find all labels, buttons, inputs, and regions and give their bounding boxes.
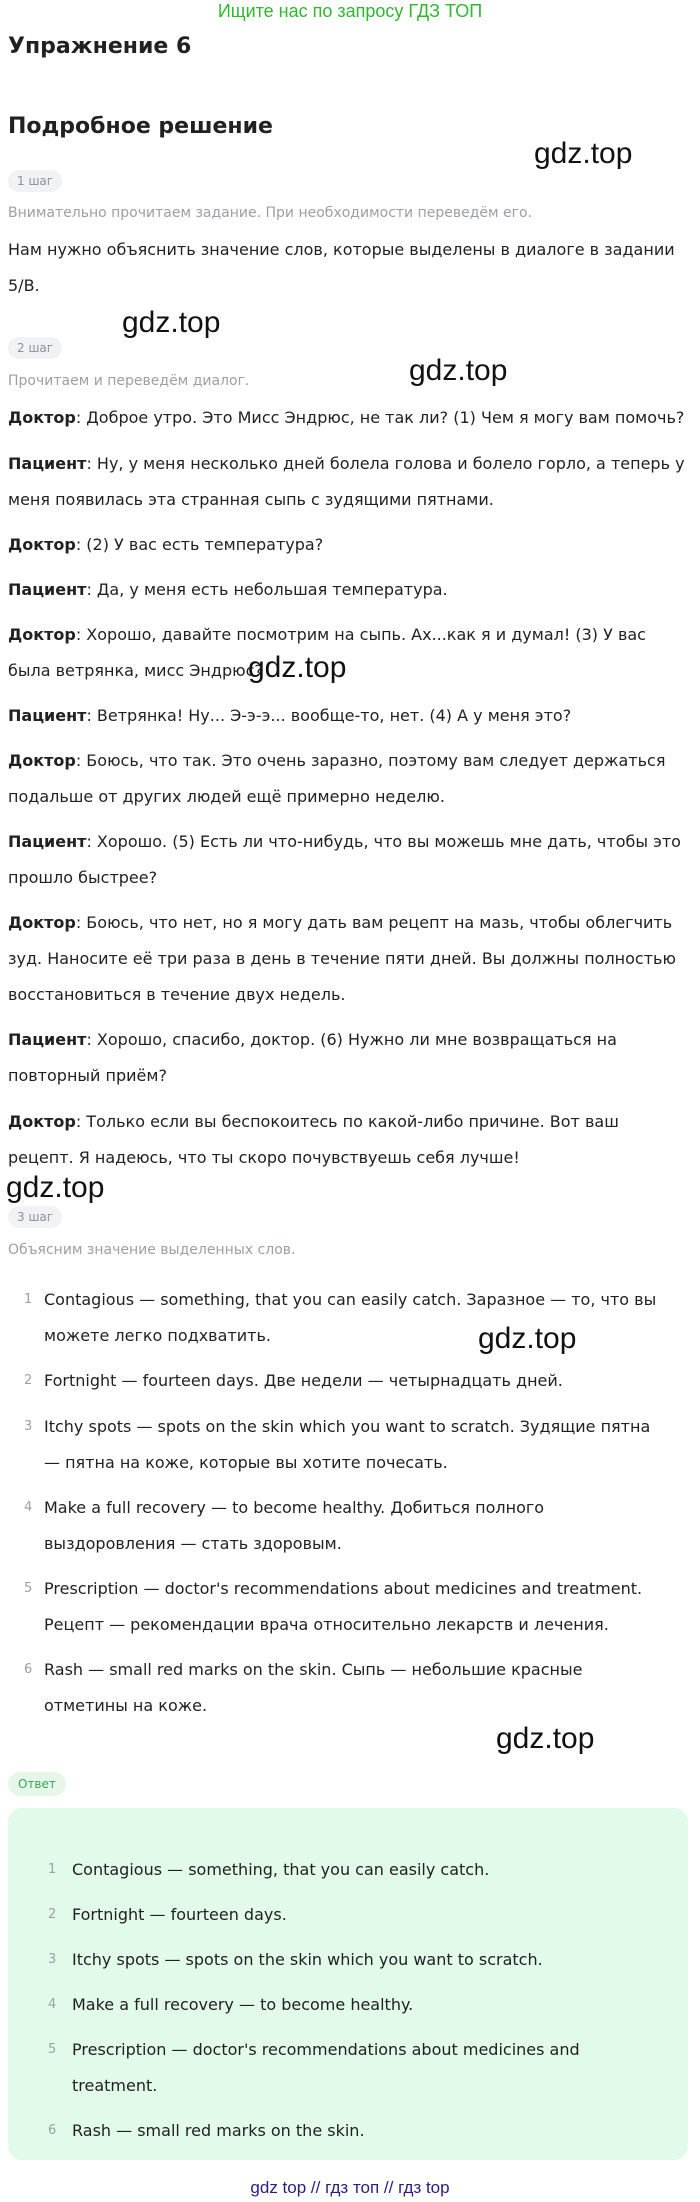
dialogue-line: [8, 905, 688, 1013]
dialogue-line: [8, 1022, 688, 1094]
dialogue-line: [8, 617, 688, 689]
footer-links[interactable]: gdz top // гдз топ // гдз top: [250, 2178, 450, 2197]
speaker: Пациент: [8, 706, 87, 725]
dialogue-line: [8, 527, 688, 563]
step-text: Нам нужно объяснить значение слов, которые выделены в диалоге в задании 5/B.: [8, 240, 675, 295]
item-text: Make a full recovery — to become healthy.: [72, 1995, 414, 2014]
item-number: 5: [24, 1581, 33, 1596]
line-text: : Боюсь, что нет, но я могу дать вам рецепт на мазь, чтобы облегчить зуд. Наносите её три раза в день в течение пяти дней. Вы должны полностью восстановиться в течение двух недель.: [8, 913, 676, 1004]
speaker: Доктор: [8, 751, 76, 770]
list-item: [0, 1409, 660, 1481]
list-item: [0, 1282, 660, 1354]
item-number: 1: [24, 1292, 33, 1307]
line-text: : Хорошо. (5) Есть ли что-нибудь, что вы можешь мне дать, чтобы это прошло быстрее?: [8, 832, 681, 887]
list-item: [0, 1490, 660, 1562]
item-text: Contagious — something, that you can easily catch. Заразное — то, что вы можете легко подхватить.: [44, 1290, 657, 1345]
line-text: : Боюсь, что так. Это очень заразно, поэтому вам следует держаться подальше от других людей ещё примерно неделю.: [8, 751, 666, 806]
speaker: Пациент: [8, 1030, 87, 1049]
dialogue-line: [8, 743, 688, 815]
answer-box: [8, 1808, 688, 2160]
watermark: gdz.top: [409, 354, 508, 387]
step-hint: Прочитаем и переведём диалог.: [8, 373, 250, 389]
list-item: [0, 1652, 660, 1724]
item-number: 4: [24, 1500, 33, 1515]
watermark: gdz.top: [6, 1171, 105, 1204]
speaker: Пациент: [8, 832, 87, 851]
line-text: : Хорошо, давайте посмотрим на сыпь. Ах...как я и думал! (3) У вас была ветрянка, мисс Эндрюс?: [8, 625, 646, 680]
list-item: [8, 1897, 648, 1933]
item-number: 2: [48, 1907, 57, 1922]
list-item: [0, 1571, 660, 1643]
item-text: Prescription — doctor's recommendations about medicines and treatment. Рецепт — рекомендации врача относительно лекарств и лечения.: [44, 1579, 643, 1634]
step-badge: 1 шаг: [8, 170, 62, 192]
solution-title: Подробное решение: [8, 114, 273, 139]
watermark: gdz.top: [248, 651, 347, 684]
list-item: [8, 1852, 648, 1888]
item-text: Rash — small red marks on the skin. Сыпь — небольшие красные отметины на коже.: [44, 1660, 583, 1715]
step-badge: 3 шаг: [8, 1206, 62, 1228]
speaker: Доктор: [8, 408, 76, 427]
dialogue-line: [8, 1104, 688, 1176]
list-item: [0, 1363, 660, 1399]
line-text: : Да, у меня есть небольшая температура.: [86, 580, 448, 599]
exercise-title: Упражнение 6: [8, 34, 192, 59]
item-number: 6: [24, 1662, 33, 1677]
item-number: 3: [24, 1419, 33, 1434]
step-badge: 2 шаг: [8, 337, 62, 359]
item-text: Itchy spots — spots on the skin which you want to scratch.: [72, 1950, 543, 1969]
item-number: 2: [24, 1373, 33, 1388]
speaker: Пациент: [8, 580, 87, 599]
item-text: Fortnight — fourteen days.: [72, 1905, 287, 1924]
step-hint: Объясним значение выделенных слов.: [8, 1242, 296, 1258]
watermark: gdz.top: [534, 137, 633, 170]
speaker: Доктор: [8, 1112, 76, 1131]
item-text: Rash — small red marks on the skin.: [72, 2121, 365, 2140]
dialogue-line: [8, 572, 688, 608]
search-hint-link[interactable]: Ищите нас по запросу ГДЗ ТОП: [217, 1, 483, 21]
answer-badge: Ответ: [8, 1772, 66, 1796]
list-item: [8, 1987, 648, 2023]
list-item: [8, 1942, 648, 1978]
step-hint: Внимательно прочитаем задание. При необходимости переведём его.: [8, 205, 533, 221]
line-text: : (2) У вас есть температура?: [75, 535, 324, 554]
dialogue-line: [8, 824, 688, 896]
speaker: Доктор: [8, 913, 76, 932]
watermark: gdz.top: [478, 1322, 577, 1355]
item-text: Itchy spots — spots on the skin which you want to scratch. Зудящие пятна — пятна на коже, которые вы хотите почесать.: [44, 1417, 651, 1472]
line-text: : Только если вы беспокоитесь по какой-либо причине. Вот ваш рецепт. Я надеюсь, что ты скоро почувствуешь себя лучше!: [8, 1112, 619, 1167]
speaker: Доктор: [8, 625, 76, 644]
line-text: : Ну, у меня несколько дней болела голова и болело горло, а теперь у меня появилась эта странная сыпь с зудящими пятнами.: [8, 454, 685, 509]
item-text: Fortnight — fourteen days. Две недели — четырнадцать дней.: [44, 1371, 563, 1390]
item-number: 6: [48, 2123, 57, 2138]
line-text: : Хорошо, спасибо, доктор. (6) Нужно ли мне возвращаться на повторный приём?: [8, 1030, 617, 1085]
item-number: 5: [48, 2042, 57, 2057]
item-text: Contagious — something, that you can easily catch.: [72, 1860, 490, 1879]
item-text: Make a full recovery — to become healthy. Добиться полного выздоровления — стать здоровым.: [44, 1498, 545, 1553]
list-item: [8, 2113, 648, 2149]
dialogue-line: [8, 446, 688, 518]
speaker: Пациент: [8, 454, 87, 473]
line-text: : Доброе утро. Это Мисс Эндрюс, не так ли? (1) Чем я могу вам помочь?: [75, 408, 685, 427]
item-number: 3: [48, 1952, 57, 1967]
item-number: 4: [48, 1997, 57, 2012]
dialogue-line: [8, 698, 688, 734]
watermark: gdz.top: [496, 1722, 595, 1755]
item-number: 1: [48, 1862, 57, 1877]
item-text: Prescription — doctor's recommendations about medicines and treatment.: [72, 2040, 580, 2095]
watermark: gdz.top: [122, 306, 221, 339]
speaker: Доктор: [8, 535, 76, 554]
dialogue-line: [8, 400, 688, 436]
list-item: [8, 2032, 648, 2104]
line-text: : Ветрянка! Ну... Э-э-э... вообще-то, нет. (4) А у меня это?: [86, 706, 572, 725]
